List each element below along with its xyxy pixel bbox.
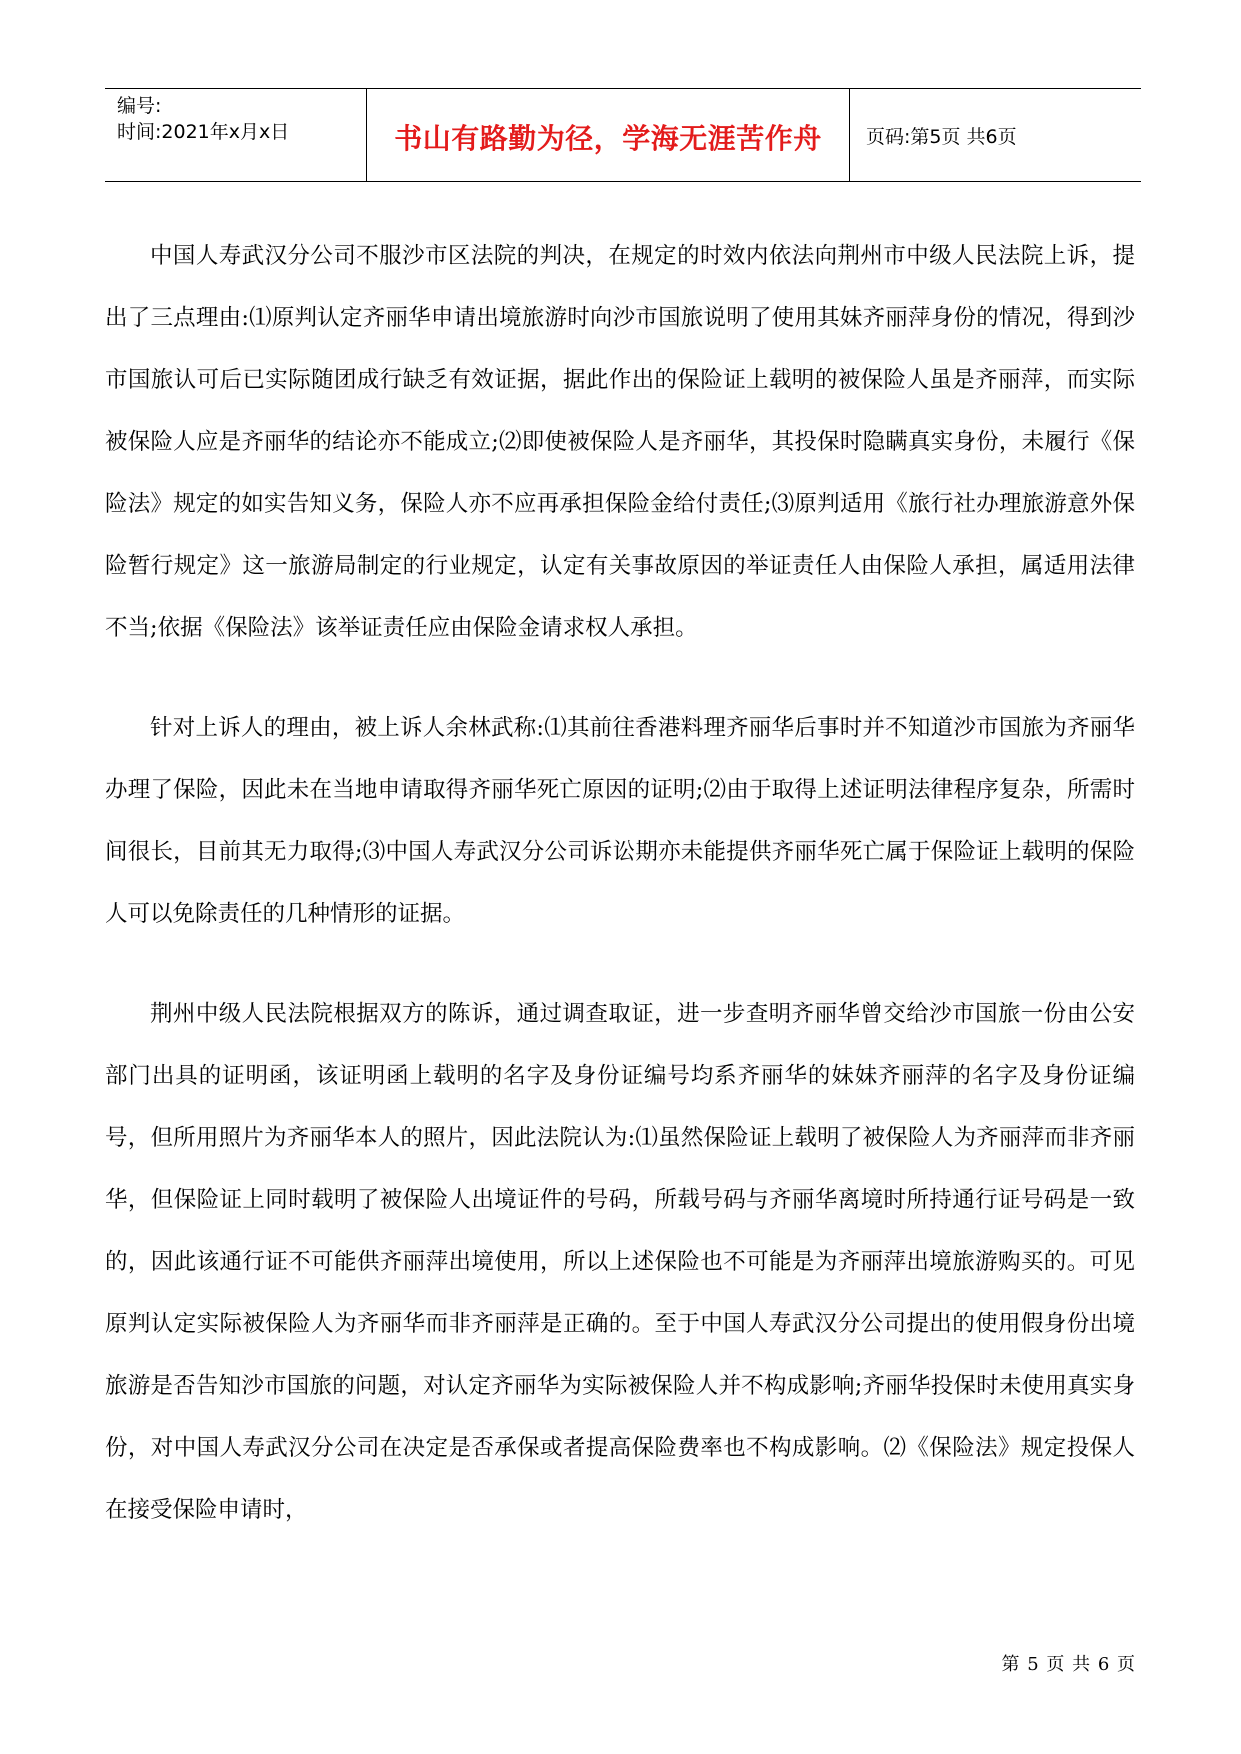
header-motto-cell [367,89,850,181]
body-paragraph: 荆州中级人民法院根据双方的陈诉，通过调查取证，进一步查明齐丽华曾交给沙市国旅一份由公安部门出具的证明函，该证明函上载明的名字及身份证编号均系齐丽华的妹妹齐丽萍的名字及身份证编号，但所用照片为齐丽华本人的照片，因此法院认为:⑴虽然保险证上载明了被保险人为齐丽萍而非齐丽华，但保险证上同时载明了被保险人出境证件的号码，所载号码与齐丽华离境时所持通行证号码是一致的，因此该通行证不可能供齐丽萍出境使用，所以上述保险也不可能是为齐丽萍出境旅游购买的。可见原判认定实际被保险人为齐丽华而非齐丽萍是正确的。至于中国人寿武汉分公司提出的使用假身份出境旅游是否告知沙市国旅的问题，对认定齐丽华为实际被保险人并不构成影响;齐丽华投保时未使用真实身份，对中国人寿武汉分公司在决定是否承保或者提高保险费率也不构成影响。⑵《保险法》规定投保人在接受保险申请时， [105,1001,1135,1523]
document-body [105,225,1135,1579]
header-meta-cell [105,89,367,181]
body-paragraph: 针对上诉人的理由，被上诉人余林武称:⑴其前往香港料理齐丽华后事时并不知道沙市国旅为齐丽华办理了保险，因此未在当地申请取得齐丽华死亡原因的证明;⑵由于取得上述证明法律程序复杂，所需时间很长，目前其无力取得;⑶中国人寿武汉分公司诉讼期亦未能提供齐丽华死亡属于保险证上载明的保险人可以免除责任的几种情形的证据。 [105,715,1135,927]
document-number-label: 编号: [117,95,162,117]
body-paragraph: 中国人寿武汉分公司不服沙市区法院的判决，在规定的时效内依法向荆州市中级人民法院上诉，提出了三点理由:⑴原判认定齐丽华申请出境旅游时向沙市国旅说明了使用其妹齐丽萍身份的情况，得到沙市国旅认可后已实际随团成行缺乏有效证据，据此作出的保险证上载明的被保险人虽是齐丽萍，而实际被保险人应是齐丽华的结论亦不能成立;⑵即使被保险人是齐丽华，其投保时隐瞒真实身份，未履行《保险法》规定的如实告知义务，保险人亦不应再承担保险金给付责任;⑶原判适用《旅行社办理旅游意外保险暂行规定》这一旅游局制定的行业规定，认定有关事故原因的举证责任人由保险人承担，属适用法律不当;依据《保险法》该举证责任应由保险金请求权人承担。 [105,243,1135,641]
document-header [105,88,1141,182]
header-page-label: 页码:第5页 共6页 [866,125,1017,148]
header-page-cell [850,89,1141,181]
page-footer: 第 5 页 共 6 页 [1001,1654,1136,1675]
header-motto: 书山有路勤为径，学海无涯苦作舟 [394,122,822,155]
document-time-label: 时间:2021年x月x日 [117,121,290,143]
